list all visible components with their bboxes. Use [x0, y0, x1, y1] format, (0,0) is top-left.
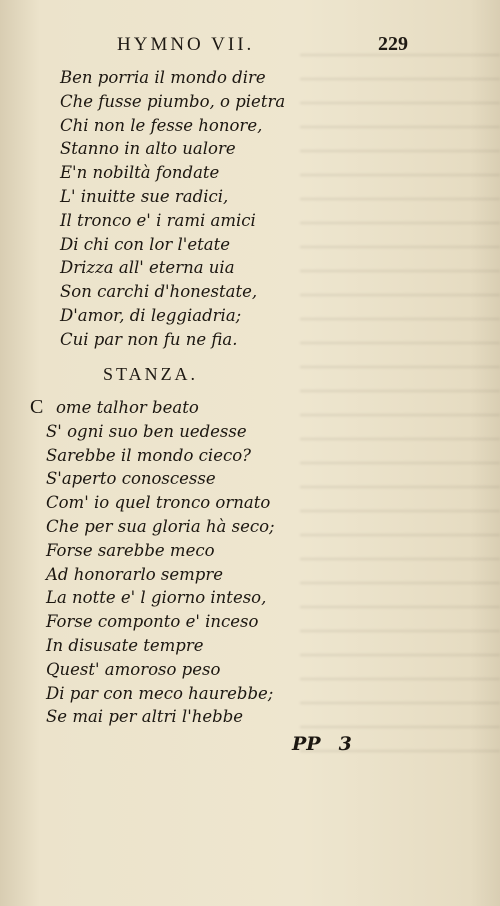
verse-line: L' inuitte sue radici,: [60, 186, 229, 206]
verse-line: Son carchi d'honestate,: [60, 282, 258, 302]
verse-line: Di chi con lor l'etate: [60, 234, 230, 254]
verse-line: S' ogni suo ben uedesse: [46, 421, 247, 441]
page-number: 229: [378, 33, 408, 55]
verse-line: Forse sarebbe meco: [46, 540, 215, 560]
verse-line: Ben porria il mondo dire: [60, 68, 266, 87]
verse-line: Di par con meco haurebbe;: [46, 683, 274, 703]
verse-line: Drizza all' eterna uia: [60, 258, 235, 278]
signature-mark: [292, 733, 352, 755]
drop-cap: C: [30, 396, 44, 418]
verse-line: Stanno in alto ualore: [60, 139, 236, 159]
verse-line: La notte e' l giorno inteso,: [46, 588, 267, 608]
verse-line: S'aperto conoscesse: [46, 469, 216, 489]
verse-line: Quest' amoroso peso: [46, 659, 221, 679]
verse-line: Sarebbe il mondo cieco?: [46, 445, 251, 465]
section-heading: STANZA.: [103, 364, 199, 384]
verse-line: E'n nobiltà fondate: [60, 163, 220, 183]
poem-top: [60, 66, 285, 352]
verse-line: Chi non le fesse honore,: [60, 115, 263, 135]
verse-line: Il tronco e' i rami amici: [60, 210, 256, 230]
verse-line: Se mai per altri l'hebbe: [46, 707, 244, 727]
signature-number: 3: [338, 733, 352, 755]
signature-letters: PP: [292, 733, 321, 755]
verse-line: Com' io quel tronco ornato: [46, 493, 271, 513]
poem-bottom: [46, 396, 275, 729]
verse-line: Che per sua gloria hà seco;: [46, 516, 275, 536]
verse-line: D'amor, di leggiadria;: [60, 305, 242, 325]
verse-line: ome talhor beato: [56, 398, 199, 417]
verse-line: In disusate tempre: [46, 635, 204, 655]
running-header: HYMNO VII.: [117, 34, 255, 55]
verse-line: Ad honorarlo sempre: [46, 564, 224, 584]
bleed-through-text: [300, 40, 500, 760]
verse-line: Cui par non fu ne fia.: [60, 329, 238, 349]
verse-line: Che fusse piumbo, o pietra: [60, 91, 286, 111]
verse-line: Forse componto e' inceso: [46, 612, 259, 632]
